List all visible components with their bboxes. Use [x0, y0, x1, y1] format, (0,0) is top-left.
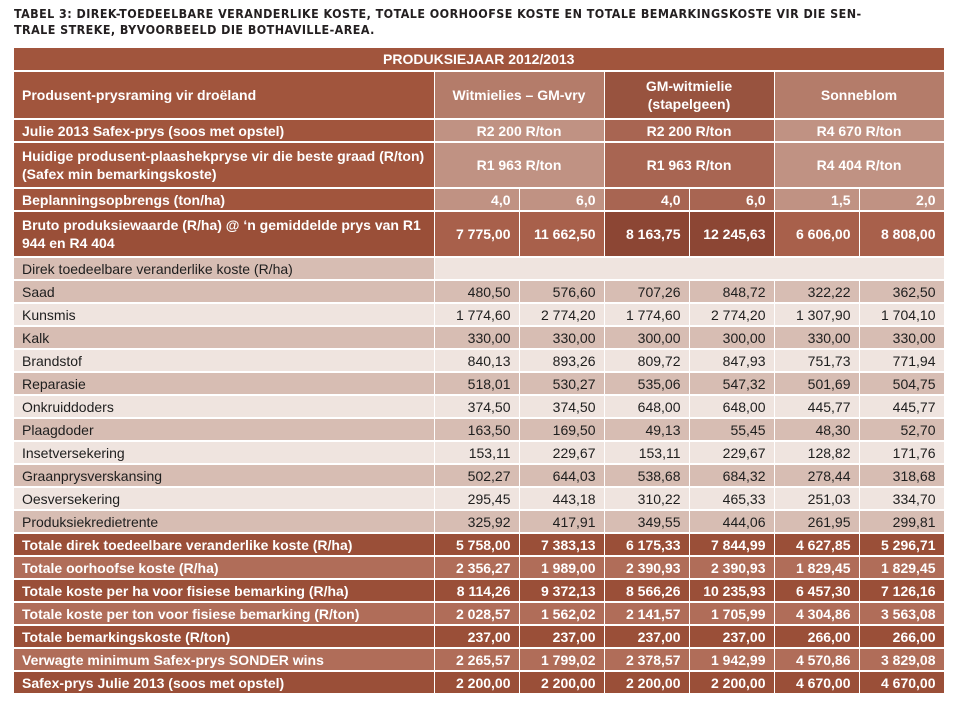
row-label: Oesversekering: [14, 487, 434, 510]
cost-row: [14, 464, 944, 487]
value-cell: 325,92: [434, 510, 519, 533]
value-cell: 349,55: [604, 510, 689, 533]
row-label: Verwagte minimum Safex-prys SONDER wins: [14, 648, 434, 671]
value-cell: 4 570,86: [774, 648, 859, 671]
value-cell: 1 989,00: [519, 556, 604, 579]
value-cell: 6 175,33: [604, 533, 689, 556]
value-cell: 480,50: [434, 280, 519, 303]
value-cell: 299,81: [859, 510, 944, 533]
value-cell: 4 627,85: [774, 533, 859, 556]
value-cell: 2 200,00: [604, 671, 689, 694]
value-cell: 251,03: [774, 487, 859, 510]
value-cell: 334,70: [859, 487, 944, 510]
total-row: [14, 648, 944, 671]
value-cell: 1 704,10: [859, 303, 944, 326]
value-cell: 10 235,93: [689, 579, 774, 602]
value-cell: 707,26: [604, 280, 689, 303]
value-cell: 4,0: [434, 188, 519, 211]
row-label: Kunsmis: [14, 303, 434, 326]
value-cell: 417,91: [519, 510, 604, 533]
production-year-title: PRODUKSIEJAAR 2012/2013: [14, 48, 944, 71]
row-label: Reparasie: [14, 372, 434, 395]
value-cell: 300,00: [604, 326, 689, 349]
value-cell: 8 566,26: [604, 579, 689, 602]
row-label: Bruto produksiewaarde (R/ha) @ ‘n gemiddelde prys van R1 944 en R4 404: [14, 211, 434, 257]
value-cell: 374,50: [519, 395, 604, 418]
row-label: Onkruiddoders: [14, 395, 434, 418]
value-cell: 237,00: [434, 625, 519, 648]
value-cell: 6,0: [689, 188, 774, 211]
value-cell: 1,5: [774, 188, 859, 211]
cost-row: [14, 326, 944, 349]
value-cell: 1 307,90: [774, 303, 859, 326]
value-cell: 7 775,00: [434, 211, 519, 257]
value-cell: 547,32: [689, 372, 774, 395]
value-cell: 648,00: [604, 395, 689, 418]
value-cell: 2 774,20: [689, 303, 774, 326]
row-label: Totale koste per ton voor fisiese bemarking (R/ton): [14, 602, 434, 625]
value-cell: 2 356,27: [434, 556, 519, 579]
value-cell: 229,67: [689, 441, 774, 464]
value-cell: 310,22: [604, 487, 689, 510]
price-cell: R1 963 R/ton: [434, 142, 604, 188]
price-cell: R4 404 R/ton: [774, 142, 944, 188]
value-cell: 4 670,00: [774, 671, 859, 694]
value-cell: 445,77: [859, 395, 944, 418]
table-caption: [14, 6, 944, 38]
value-cell: 443,18: [519, 487, 604, 510]
price-row: [14, 119, 944, 142]
price-cell: R2 200 R/ton: [434, 119, 604, 142]
value-cell: 465,33: [689, 487, 774, 510]
row-label: Totale bemarkingskoste (R/ton): [14, 625, 434, 648]
section-empty-cell: [434, 257, 944, 280]
value-cell: 7 844,99: [689, 533, 774, 556]
value-cell: 163,50: [434, 418, 519, 441]
value-cell: 4,0: [604, 188, 689, 211]
row-label: Totale oorhoofse koste (R/ha): [14, 556, 434, 579]
value-cell: 374,50: [434, 395, 519, 418]
cost-row: [14, 395, 944, 418]
header-group-white-maize: Witmielies – GM-vry: [434, 71, 604, 119]
row-label: Julie 2013 Safex-prys (soos met opstel): [14, 119, 434, 142]
total-row: [14, 671, 944, 694]
value-cell: 237,00: [604, 625, 689, 648]
value-cell: 1 705,99: [689, 602, 774, 625]
value-cell: 2,0: [859, 188, 944, 211]
value-cell: 266,00: [859, 625, 944, 648]
value-cell: 518,01: [434, 372, 519, 395]
total-row: [14, 533, 944, 556]
value-cell: 538,68: [604, 464, 689, 487]
yield-row: [14, 188, 944, 211]
value-cell: 576,60: [519, 280, 604, 303]
value-cell: 530,27: [519, 372, 604, 395]
value-cell: 9 372,13: [519, 579, 604, 602]
row-label: Insetversekering: [14, 441, 434, 464]
value-cell: 8 808,00: [859, 211, 944, 257]
row-label: Beplanningsopbrengs (ton/ha): [14, 188, 434, 211]
header-group-sunflower: Sonneblom: [774, 71, 944, 119]
value-cell: 2 028,57: [434, 602, 519, 625]
row-label: Plaagdoder: [14, 418, 434, 441]
cost-row: [14, 487, 944, 510]
value-cell: 4 304,86: [774, 602, 859, 625]
value-cell: 330,00: [519, 326, 604, 349]
value-cell: 7 383,13: [519, 533, 604, 556]
value-cell: 2 200,00: [434, 671, 519, 694]
value-cell: 1 799,02: [519, 648, 604, 671]
production-year-row: [14, 48, 944, 71]
value-cell: 237,00: [519, 625, 604, 648]
value-cell: 501,69: [774, 372, 859, 395]
price-cell: R1 963 R/ton: [604, 142, 774, 188]
value-cell: 751,73: [774, 349, 859, 372]
value-cell: 535,06: [604, 372, 689, 395]
value-cell: 771,94: [859, 349, 944, 372]
value-cell: 330,00: [859, 326, 944, 349]
row-label: Totale koste per ha voor fisiese bemarking (R/ha): [14, 579, 434, 602]
cost-row: [14, 280, 944, 303]
value-cell: 1 774,60: [434, 303, 519, 326]
value-cell: 261,95: [774, 510, 859, 533]
cost-row: [14, 349, 944, 372]
header-label: Produsent-prysraming vir droëland: [14, 71, 434, 119]
row-label: Huidige produsent-plaashekpryse vir die beste graad (R/ton) (Safex min bemarkingskoste): [14, 142, 434, 188]
value-cell: 55,45: [689, 418, 774, 441]
value-cell: 2 265,57: [434, 648, 519, 671]
value-cell: 848,72: [689, 280, 774, 303]
value-cell: 330,00: [774, 326, 859, 349]
cost-row: [14, 510, 944, 533]
value-cell: 5 758,00: [434, 533, 519, 556]
value-cell: 444,06: [689, 510, 774, 533]
value-cell: 684,32: [689, 464, 774, 487]
value-cell: 169,50: [519, 418, 604, 441]
value-cell: 52,70: [859, 418, 944, 441]
value-cell: 8 114,26: [434, 579, 519, 602]
cost-row: [14, 441, 944, 464]
value-cell: 6 457,30: [774, 579, 859, 602]
value-cell: 3 829,08: [859, 648, 944, 671]
value-cell: 362,50: [859, 280, 944, 303]
section-header-row: [14, 257, 944, 280]
value-cell: 648,00: [689, 395, 774, 418]
value-cell: 2 200,00: [689, 671, 774, 694]
value-cell: 5 296,71: [859, 533, 944, 556]
row-label: Saad: [14, 280, 434, 303]
value-cell: 644,03: [519, 464, 604, 487]
value-cell: 2 390,93: [604, 556, 689, 579]
value-cell: 128,82: [774, 441, 859, 464]
column-header-row: [14, 71, 944, 119]
value-cell: 847,93: [689, 349, 774, 372]
cost-row: [14, 303, 944, 326]
gross-value-row: [14, 211, 944, 257]
row-label: Brandstof: [14, 349, 434, 372]
total-row: [14, 556, 944, 579]
value-cell: 1 774,60: [604, 303, 689, 326]
value-cell: 3 563,08: [859, 602, 944, 625]
cost-row: [14, 372, 944, 395]
value-cell: 266,00: [774, 625, 859, 648]
value-cell: 1 829,45: [859, 556, 944, 579]
value-cell: 2 200,00: [519, 671, 604, 694]
cost-table: [14, 48, 945, 695]
value-cell: 809,72: [604, 349, 689, 372]
value-cell: 502,27: [434, 464, 519, 487]
price-cell: R4 670 R/ton: [774, 119, 944, 142]
value-cell: 4 670,00: [859, 671, 944, 694]
value-cell: 153,11: [604, 441, 689, 464]
value-cell: 12 245,63: [689, 211, 774, 257]
value-cell: 2 141,57: [604, 602, 689, 625]
value-cell: 504,75: [859, 372, 944, 395]
value-cell: 237,00: [689, 625, 774, 648]
cost-row: [14, 418, 944, 441]
row-label: Totale direk toedeelbare veranderlike koste (R/ha): [14, 533, 434, 556]
price-row: [14, 142, 944, 188]
header-group-gm-white-maize: GM-witmielie (stapelgeen): [604, 71, 774, 119]
value-cell: 2 774,20: [519, 303, 604, 326]
value-cell: 840,13: [434, 349, 519, 372]
table-caption-line-1: TABEL 3: DIREK-TOEDEELBARE VERANDERLIKE KOSTE, TOTALE OORHOOFSE KOSTE EN TOTALE BEMARKINGSKOSTE VIR DIE SEN-: [14, 6, 862, 21]
value-cell: 300,00: [689, 326, 774, 349]
total-row: [14, 579, 944, 602]
value-cell: 278,44: [774, 464, 859, 487]
value-cell: 1 829,45: [774, 556, 859, 579]
value-cell: 153,11: [434, 441, 519, 464]
value-cell: 1 562,02: [519, 602, 604, 625]
row-label: Kalk: [14, 326, 434, 349]
value-cell: 445,77: [774, 395, 859, 418]
total-row: [14, 625, 944, 648]
cost-table-container: [14, 48, 944, 695]
row-label: Safex-prys Julie 2013 (soos met opstel): [14, 671, 434, 694]
value-cell: 2 390,93: [689, 556, 774, 579]
value-cell: 295,45: [434, 487, 519, 510]
value-cell: 8 163,75: [604, 211, 689, 257]
row-label: Produksiekredietrente: [14, 510, 434, 533]
value-cell: 6 606,00: [774, 211, 859, 257]
value-cell: 322,22: [774, 280, 859, 303]
value-cell: 330,00: [434, 326, 519, 349]
value-cell: 49,13: [604, 418, 689, 441]
total-row: [14, 602, 944, 625]
value-cell: 1 942,99: [689, 648, 774, 671]
value-cell: 318,68: [859, 464, 944, 487]
value-cell: 11 662,50: [519, 211, 604, 257]
value-cell: 7 126,16: [859, 579, 944, 602]
table-caption-line-2: TRALE STREKE, BYVOORBEELD DIE BOTHAVILLE-AREA.: [14, 22, 375, 37]
value-cell: 2 378,57: [604, 648, 689, 671]
section-label: Direk toedeelbare veranderlike koste (R/ha): [14, 257, 434, 280]
price-cell: R2 200 R/ton: [604, 119, 774, 142]
value-cell: 6,0: [519, 188, 604, 211]
row-label: Graanprysverskansing: [14, 464, 434, 487]
value-cell: 229,67: [519, 441, 604, 464]
value-cell: 48,30: [774, 418, 859, 441]
value-cell: 171,76: [859, 441, 944, 464]
value-cell: 893,26: [519, 349, 604, 372]
